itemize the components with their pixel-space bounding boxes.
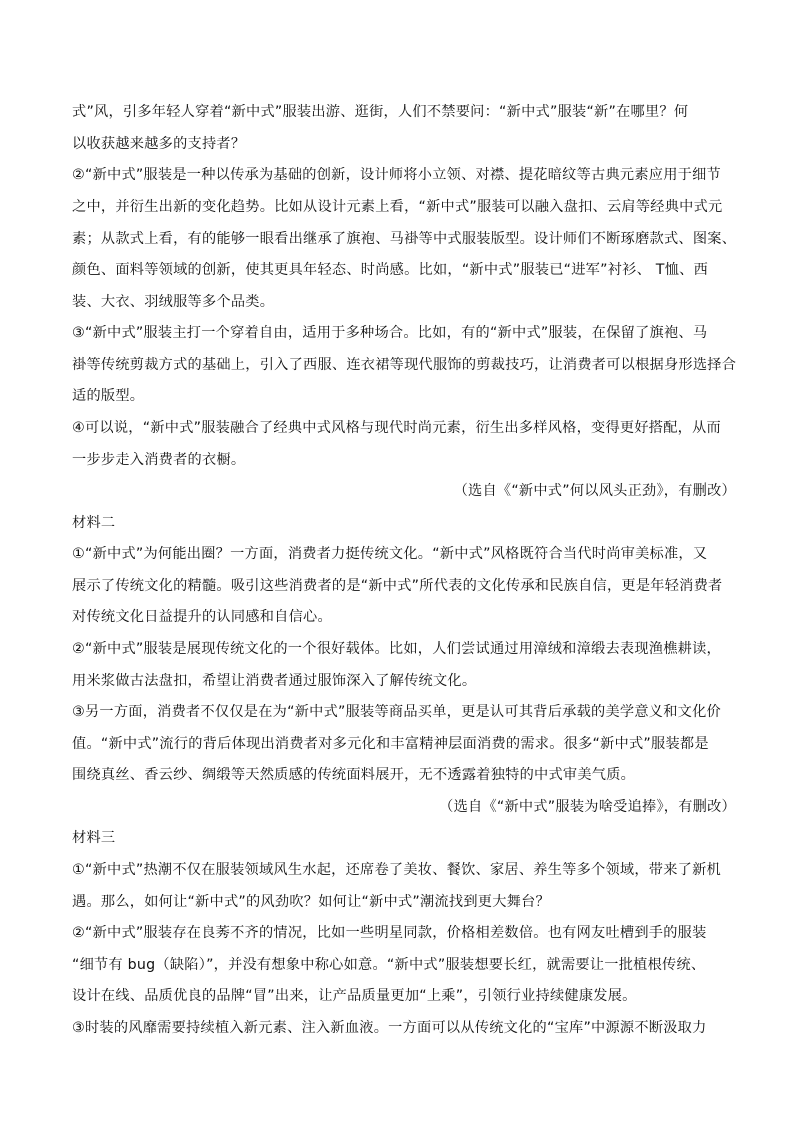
m2-p1-line-3: 对传统文化日益提升的认同感和自信心。 [72, 609, 332, 625]
m3-p2-line-1: ②“新中式”服装存在良莠不齐的情况，比如一些明星同款，价格相差数倍。也有网友吐槽到手的服装 [72, 925, 707, 941]
m3-p1-line-1: ①“新中式”热潮不仅在服装领域风生水起，还席卷了美妆、餐饮、家居、养生等多个领域，带来了新机 [72, 862, 721, 878]
m2-heading: 材料二 [72, 515, 116, 531]
m3-p2-line-2: “细节有 bug（缺陷）”，并没有想象中称心如意。“新中式”服装想要长红，就需要让一批植根传统、 [72, 957, 706, 973]
m2-p1-line-1: ①“新中式”为何能出圈？一方面，消费者力挺传统文化。“新中式”风格既符合当代时尚审美标准，又 [72, 546, 708, 562]
m1-p3-line-3: 适的版型。 [72, 388, 145, 404]
m3-p3-line-1: ③时装的风靡需要持续植入新元素、注入新血液。一方面可以从传统文化的“宝库”中源源不断汲取力 [72, 1020, 707, 1036]
m2-p3-line-1: ③另一方面，消费者不仅仅是在为“新中式”服装等商品买单，更是认可其背后承载的美学意义和文化价 [72, 704, 721, 720]
m2-p2-line-2: 用米浆做古法盘扣，希望让消费者通过服饰深入了解传统文化。 [72, 673, 477, 689]
m2-p3-line-3: 围绕真丝、香云纱、绸缎等天然质感的传统面料展开，无不透露着独特的中式审美气质。 [72, 767, 636, 783]
m2-p1-line-2: 展示了传统文化的精髓。吸引这些消费者的是“新中式”所代表的文化传承和民族自信，更是年轻消费者 [72, 578, 723, 594]
m1-source: （选自《“新中式”何以风头正劲》，有删改） [453, 483, 736, 499]
m1-p2-line-3: 素；从款式上看，有的能够一眼看出继承了旗袍、马褂等中式服装版型。设计师们不断琢磨款式、图案、 [72, 231, 737, 247]
m2-source: （选自《“新中式”服装为啥受追捧》，有删改） [439, 799, 736, 815]
intro-line-2: 以收获越来越多的支持者？ [72, 136, 246, 152]
m1-p3-line-1: ③“新中式”服装主打一个穿着自由，适用于多种场合。比如，有的“新中式”服装，在保留了旗袍、马 [72, 325, 708, 341]
m1-p2-line-2: 之中，并衍生出新的变化趋势。比如从设计元素上看，“新中式”服装可以融入盘扣、云肩等经典中式元 [72, 199, 723, 215]
m1-p2-line-5: 装、大衣、羽绒服等多个品类。 [72, 294, 275, 310]
m1-p2-line-4: 颜色、面料等领域的创新，使其更具年轻态、时尚感。比如，“新中式”服装已“进军”衬衫、 T恤、西 [72, 262, 709, 278]
m1-p3-line-2: 褂等传统剪裁方式的基础上，引入了西服、连衣裙等现代服饰的剪裁技巧，让消费者可以根据身形选择合 [72, 357, 737, 373]
m3-heading: 材料三 [72, 830, 116, 846]
m3-p1-line-2: 遇。那么，如何让“新中式”的风劲吹？如何让“新中式”潮流找到更大舞台？ [72, 894, 550, 910]
m2-p3-line-2: 值。“新中式”流行的背后体现出消费者对多元化和丰富精神层面消费的需求。很多“新中式”服装都是 [72, 736, 709, 752]
m1-p4-line-2: 一步步走入消费者的衣橱。 [72, 452, 246, 468]
m1-p4-line-1: ④可以说，“新中式”服装融合了经典中式风格与现代时尚元素，衍生出多样风格，变得更好搭配，从而 [72, 420, 721, 436]
intro-line-1: 式”风，引多年轻人穿着“新中式”服装出游、逛街，人们不禁要问：“新中式”服装“新”在哪里？何 [72, 104, 689, 120]
m1-p2-line-1: ②“新中式”服装是一种以传承为基础的创新，设计师将小立领、对襟、提花暗纹等古典元素应用于细节 [72, 167, 721, 183]
m3-p2-line-3: 设计在线、品质优良的品牌“冒”出来，让产品质量更加“上乘”，引领行业持续健康发展。 [72, 988, 637, 1004]
m2-p2-line-1: ②“新中式”服装是展现传统文化的一个很好载体。比如，人们尝试通过用漳绒和漳缎去表现渔樵耕读， [72, 641, 721, 657]
